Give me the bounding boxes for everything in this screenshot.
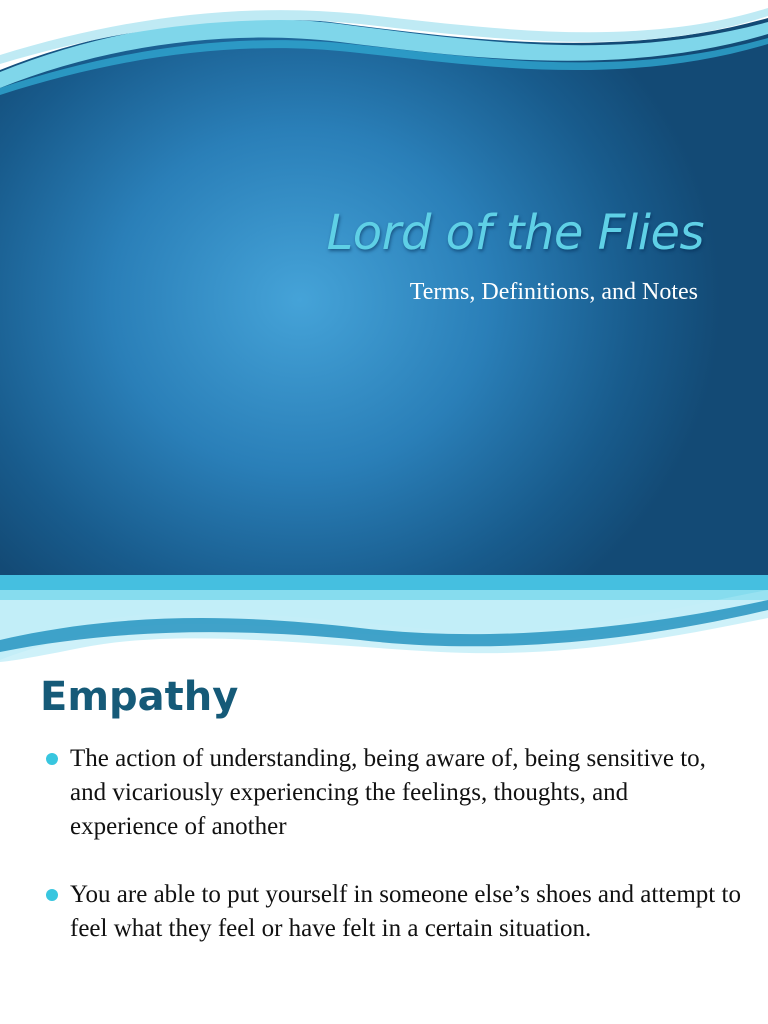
bullet-list (42, 742, 742, 946)
slide-heading: Empathy (40, 674, 239, 720)
bullet-dot-icon (46, 889, 58, 901)
bullet-text: The action of understanding, being aware of, being sensitive to, and vicariously experiencing the feelings, thoughts, and experience of another (70, 745, 706, 840)
bullet-dot-icon (46, 753, 58, 765)
empathy-slide (0, 662, 768, 1024)
bullet-text: You are able to put yourself in someone else’s shoes and attempt to feel what they feel or have felt in a certain situation. (70, 881, 741, 942)
slide-title: Lord of the Flies (326, 205, 704, 261)
bullet-item (42, 878, 742, 946)
slide-subtitle: Terms, Definitions, and Notes (409, 279, 698, 305)
bullet-item (42, 742, 742, 844)
